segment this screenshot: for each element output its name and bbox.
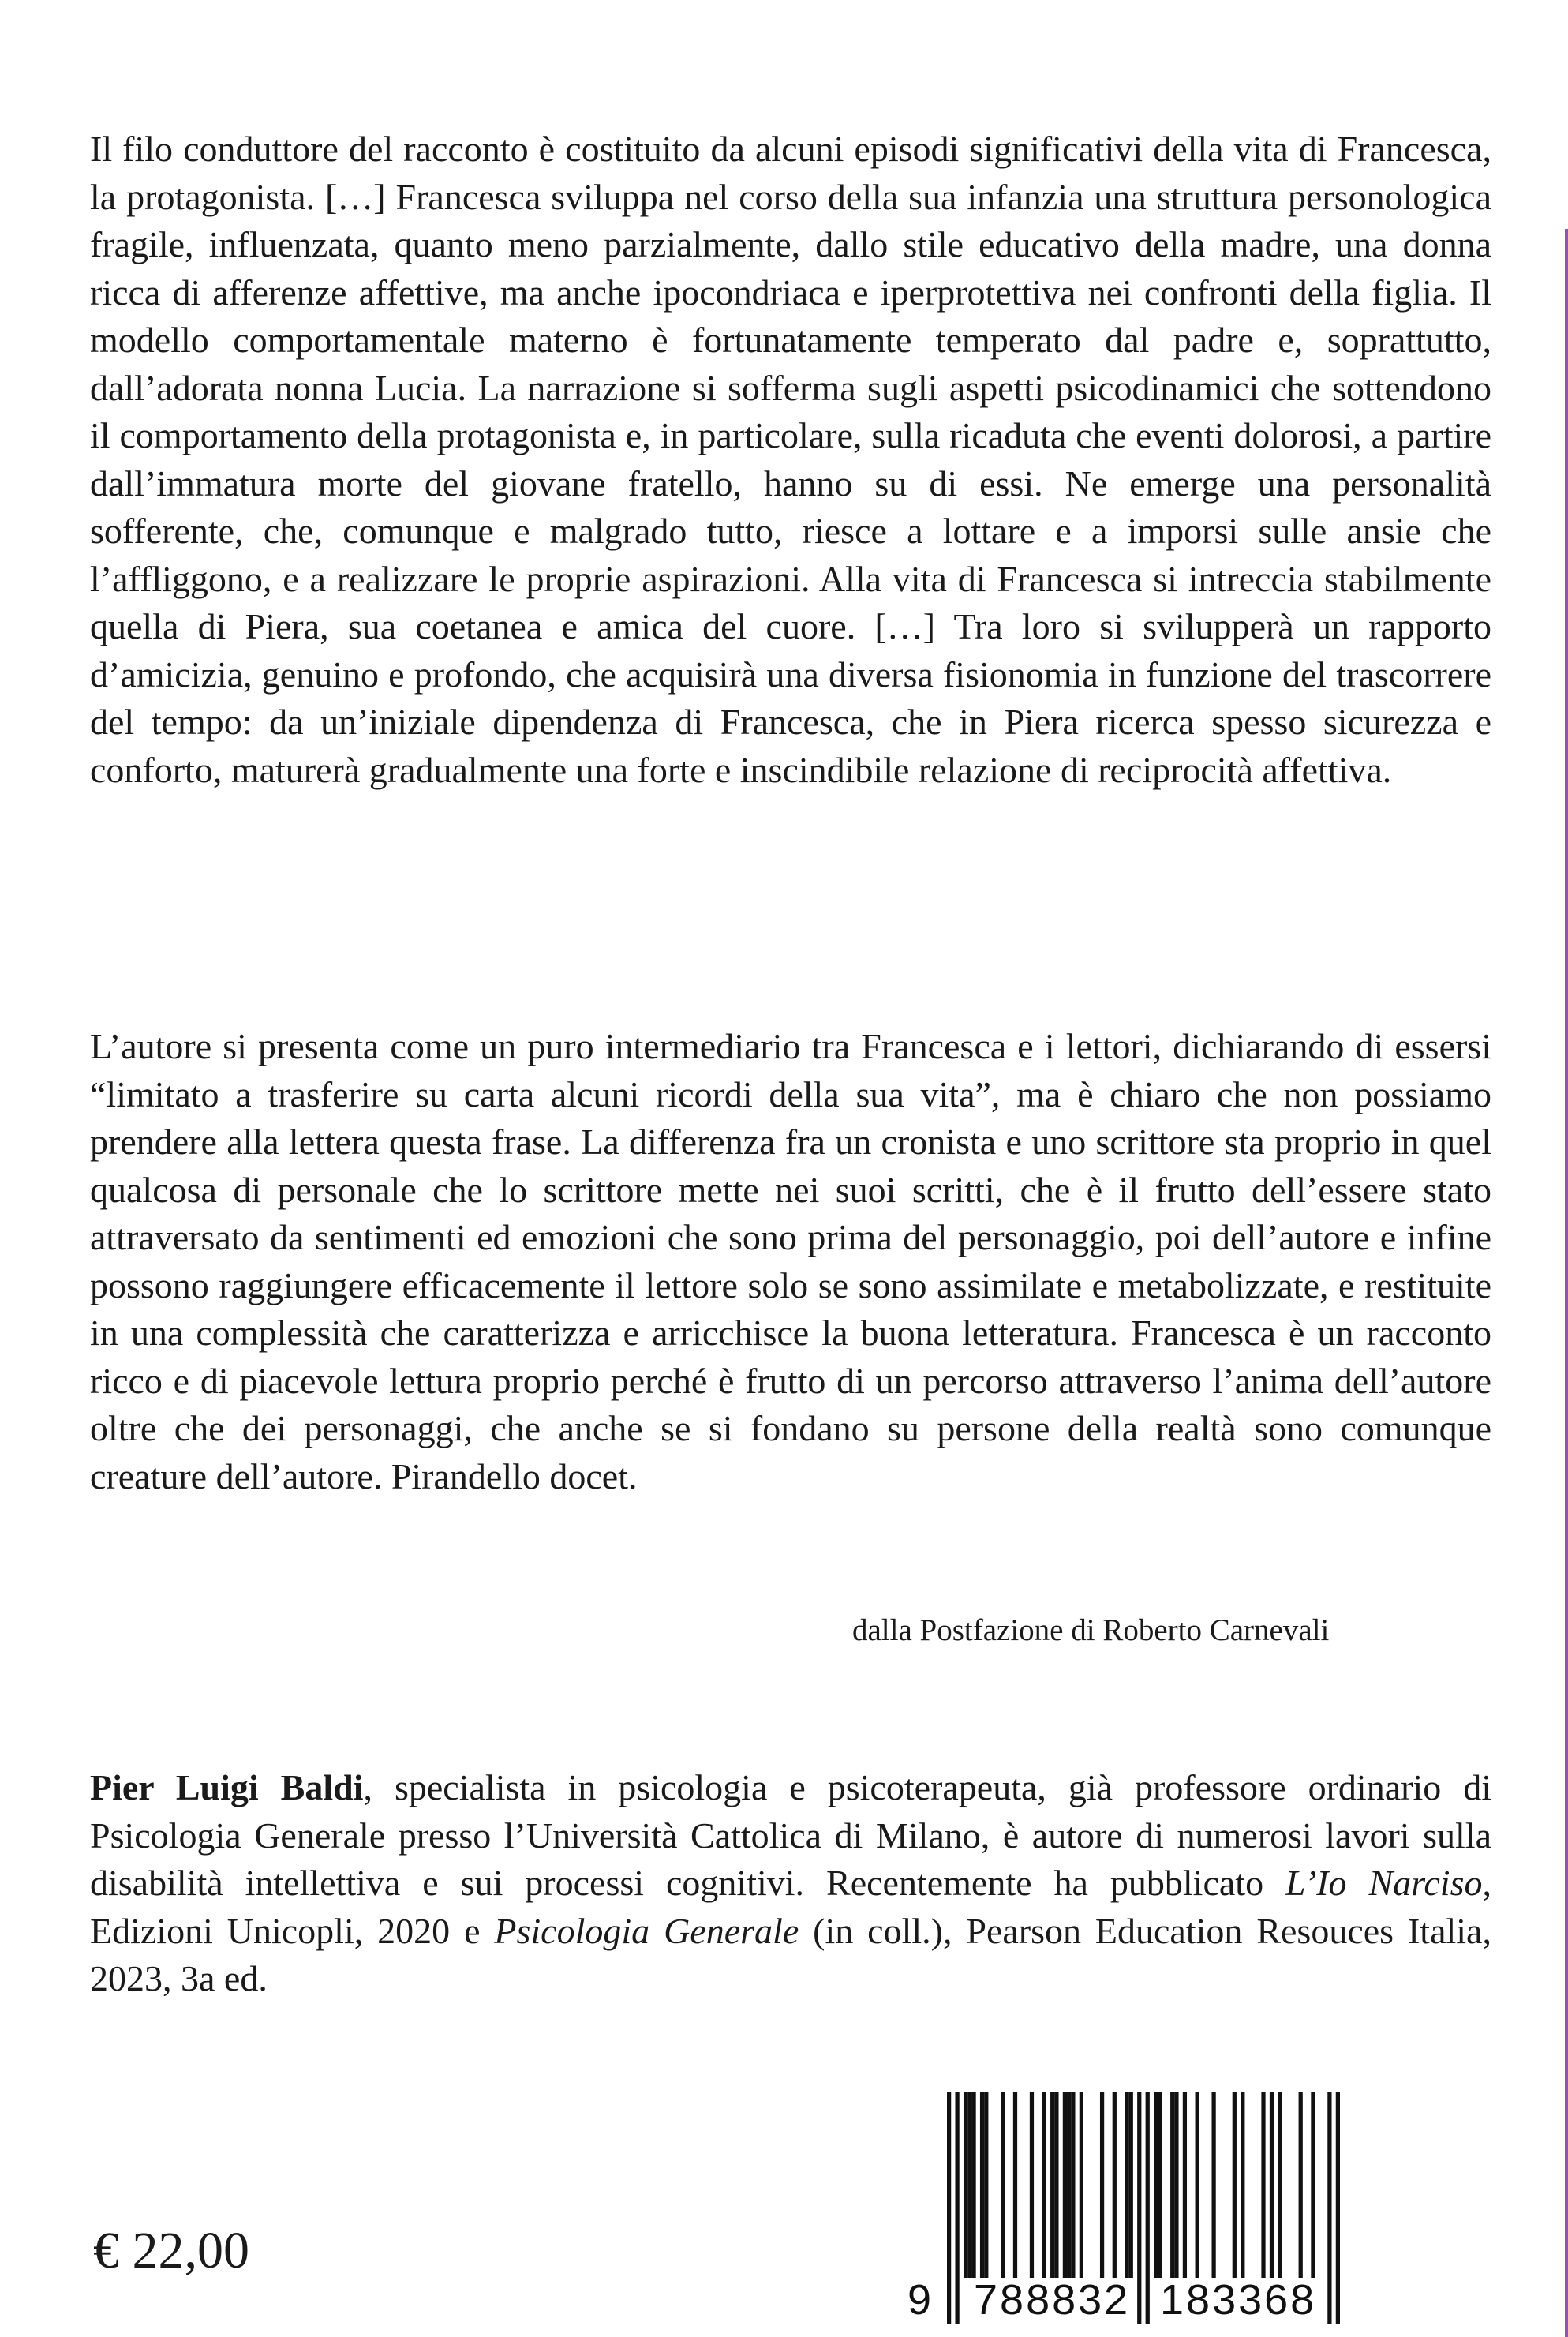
barcode-bar xyxy=(1100,2092,1104,2278)
barcode-bar xyxy=(1013,2092,1017,2278)
barcode-bar xyxy=(1030,2092,1034,2278)
barcode-bar xyxy=(1327,2092,1331,2324)
author-bio-text: (in coll.), Pearson Education Resouces Italia, 2023, 3a ed. xyxy=(90,1910,1491,1998)
barcode-bar xyxy=(1336,2092,1340,2324)
barcode-bar xyxy=(1241,2092,1244,2278)
barcode-bar xyxy=(1113,2092,1117,2278)
barcode-bar xyxy=(1174,2092,1178,2278)
author-bio-text: , specialista in psicologia e psicoterapeuta, già professore ordinario di Psicologia Generale presso l’Università Cattolica di Milano, è autore di numerosi lavori sulla disabilità intellettiva e sui processi cognitivi. Recentemente ha pubblicato xyxy=(90,1767,1491,1903)
barcode-bar xyxy=(1080,2092,1083,2278)
critique-paragraph: L’autore si presenta come un puro intermediario tra Francesca e i lettori, dichiarando di essersi “limitato a trasferire su carta alcuni ricordi della sua vita”, ma è chiaro che non possiamo prendere alla lettera questa frase. La differenza fra un cronista e uno scrittore sta proprio in quel qualcosa di personale che lo scrittore mette nei suoi scritti, che è il frutto dell’essere stato attraversato da sentimenti ed emozioni che sono prima del personaggio, poi dell’autore e infine possono raggiungere efficacemente il lettore solo se sono assimilate e metabolizzate, e restituite in una complessità che caratterizza e arricchisce la buona letteratura. Francesca è un racconto ricco e di piacevole lettura proprio perché è frutto di un percorso attraverso l’anima dell’autore oltre che dei personaggi, che anche se si fondano su persone della realtà sono comunque creature dell’autore. Pirandello docet. xyxy=(90,1026,1491,1496)
barcode-bar xyxy=(971,2092,975,2278)
barcode-bar xyxy=(980,2092,984,2278)
barcode-bar xyxy=(955,2092,959,2324)
book-title-psicologia-generale: Psicologia Generale xyxy=(494,1910,799,1951)
barcode-bar xyxy=(1261,2092,1265,2278)
barcode-bar xyxy=(967,2092,971,2278)
isbn-digits-right: 183368 xyxy=(1160,2276,1317,2324)
barcode-bar xyxy=(1067,2092,1071,2278)
author-bio xyxy=(90,1764,1491,2003)
barcode-bar xyxy=(1311,2092,1315,2278)
author-name: Pier Luigi Baldi xyxy=(90,1767,364,1807)
synopsis-paragraph: Il filo conduttore del racconto è costituito da alcuni episodi significativi della vita di Francesca, la protagonista. […] Francesca sviluppa nel corso della sua infanzia una struttura personologica fragile, influenzata, quanto meno parzialmente, dallo stile educativo della madre, una donna ricca di afferenze affettive, ma anche ipocondriaca e iperprotettiva nei confronti della figlia. Il modello comportamentale materno è fortunatamente temperato dal padre e, soprattutto, dall’adorata nonna Lucia. La narrazione si sofferma sugli aspetti psicodinamici che sottendono il comportamento della protagonista e, in particolare, sulla ricaduta che eventi dolorosi, a partire dall’immatura morte del giovane fratello, hanno su di essi. Ne emerge una personalità sofferente, che, comunque e malgrado tutto, riesce a lottare e a imporsi sulle ansie che l’affliggono, e a realizzare le proprie aspirazioni. Alla vita di Francesca si intreccia stabilmente quella di Piera, sua coetanea e amica del cuore. […] Tra loro si svilupperà un rapporto d’amicizia, genuino e profondo, che acquisirà una diversa fisionomia in funzione del trascorrere del tempo: da un’iniziale dipendenza di Francesca, che in Piera ricerca spesso sicurezza e conforto, maturerà gradualmente una forte e inscindibile relazione di reciprocità affettiva. xyxy=(90,129,1491,790)
barcode-bar xyxy=(1154,2092,1158,2278)
barcode-bar xyxy=(1158,2092,1162,2278)
barcode-bar xyxy=(1211,2092,1215,2278)
barcode-bar xyxy=(1170,2092,1174,2278)
barcode-bar xyxy=(1125,2092,1128,2278)
barcode-bar xyxy=(1233,2092,1237,2278)
barcode-bar xyxy=(1137,2092,1141,2324)
cover-edge-line xyxy=(1565,229,1568,2337)
barcode-bar xyxy=(964,2092,967,2278)
barcode-bar xyxy=(1001,2092,1005,2278)
author-bio-text: , Edizioni Unicopli, 2020 e xyxy=(90,1863,1491,1951)
barcode-bar xyxy=(1129,2092,1133,2278)
barcode-bar xyxy=(1042,2092,1046,2278)
barcode-bar xyxy=(1299,2092,1303,2278)
barcode-bar xyxy=(1270,2092,1274,2278)
barcode-bar xyxy=(947,2092,951,2324)
barcode-bar xyxy=(984,2092,988,2278)
isbn-digits-left: 788832 xyxy=(974,2276,1131,2324)
barcode-bar xyxy=(1050,2092,1054,2278)
barcode-bar xyxy=(1183,2092,1187,2278)
barcode-bar xyxy=(1196,2092,1199,2278)
price-label: € 22,00 xyxy=(93,2222,249,2279)
barcode-bar xyxy=(1278,2092,1282,2278)
barcode-bar xyxy=(1063,2092,1067,2278)
isbn-digit-first: 9 xyxy=(907,2276,932,2324)
book-title-io-narciso: L’Io Narciso xyxy=(1285,1863,1483,1903)
barcode-bar xyxy=(1054,2092,1058,2278)
barcode-bar xyxy=(1146,2092,1150,2324)
barcode-bar xyxy=(1071,2092,1075,2278)
postface-attribution: dalla Postfazione di Roberto Carnevali xyxy=(852,1613,1330,1647)
